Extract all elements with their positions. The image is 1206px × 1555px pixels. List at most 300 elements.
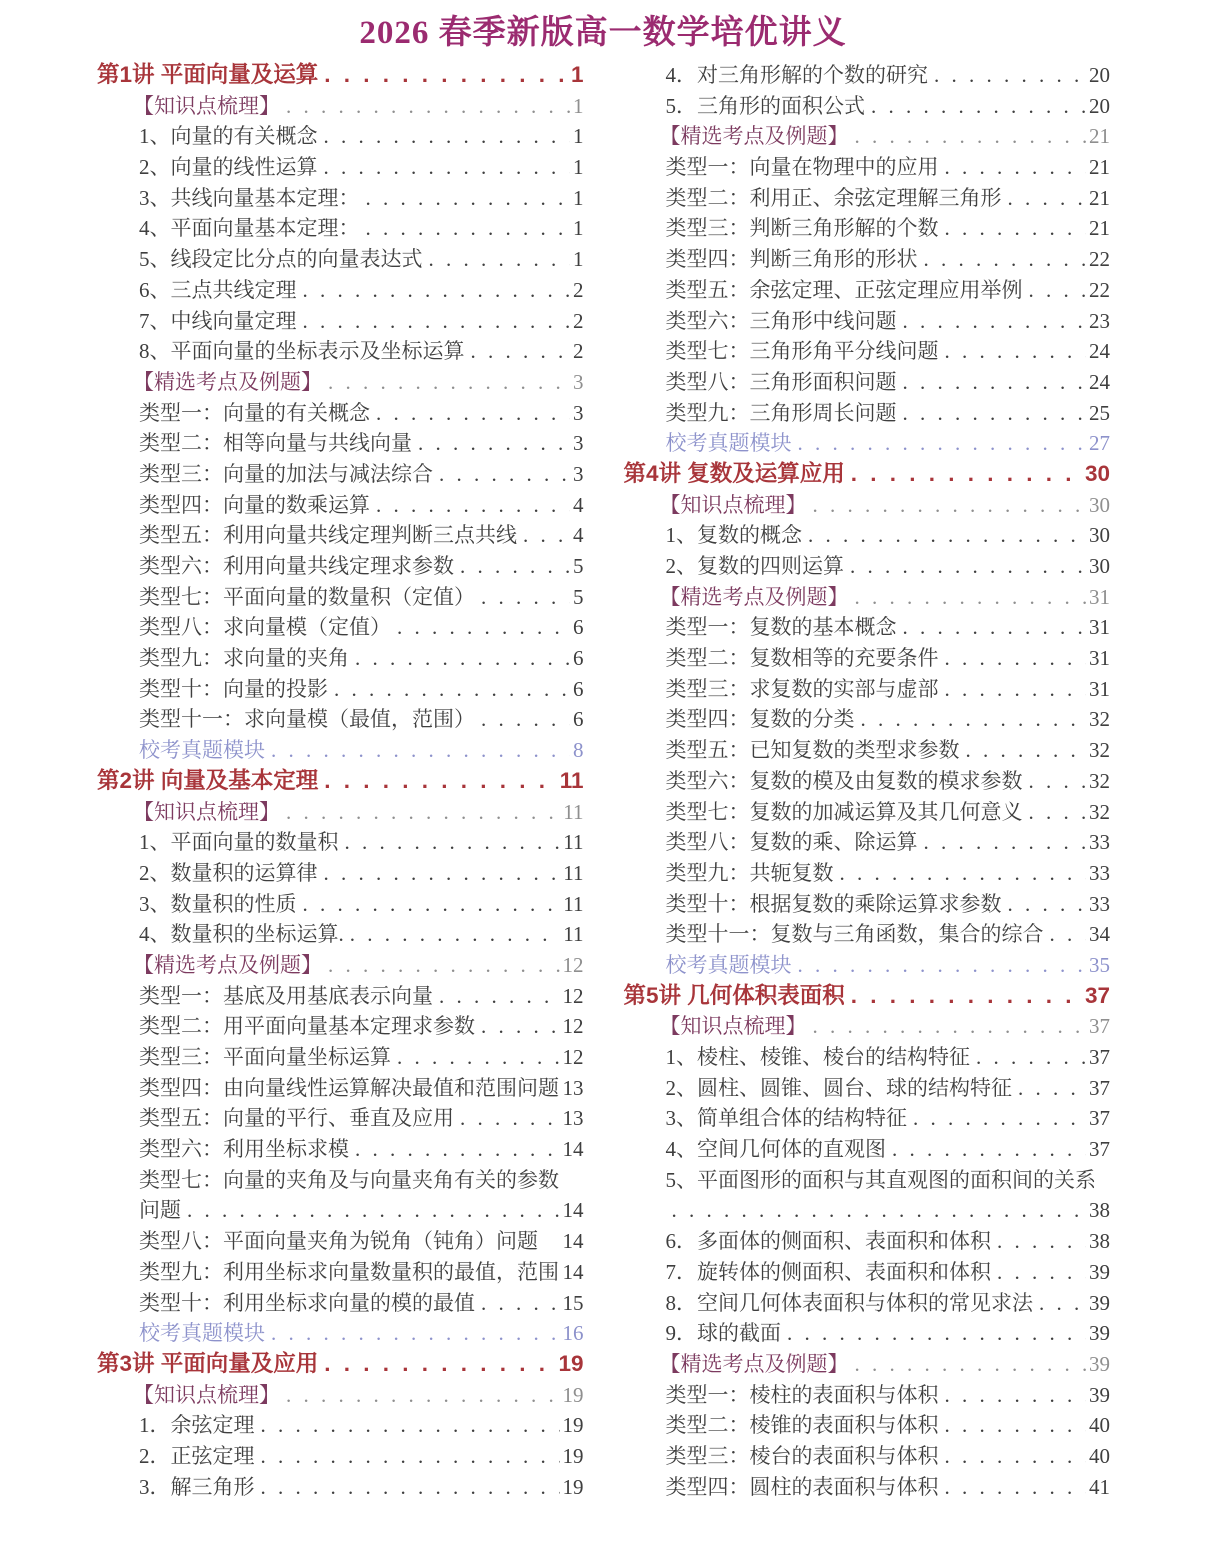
toc-entry (97, 275, 584, 306)
toc-entry (624, 275, 1111, 306)
entry-text: 校考真题模块 (665, 952, 792, 977)
page-number: 31 (1089, 676, 1110, 701)
toc-entry (97, 582, 584, 613)
page-number: 39 (1089, 1351, 1110, 1376)
dot-leader (334, 674, 570, 705)
dot-leader (1050, 919, 1087, 950)
page-number: 31 (1089, 584, 1110, 609)
dot-leader (840, 858, 1087, 889)
page-number: 30 (1089, 554, 1110, 578)
dot-leader (976, 1042, 1086, 1073)
page-number: 2 (573, 308, 584, 333)
page-number: 6 (573, 615, 584, 640)
toc-entry (624, 1288, 1111, 1319)
dot-leader (355, 643, 570, 674)
dot-leader (855, 121, 1087, 152)
dot-leader (1018, 1073, 1086, 1104)
page-number: 12 (562, 1045, 584, 1069)
entry-text: 1、棱柱、棱锥、棱台的结构特征 (665, 1045, 970, 1069)
entry-text: 【知识点梳理】 (659, 1014, 807, 1039)
page-number: 1 (573, 185, 584, 210)
entry-text: 【精选考点及例题】 (133, 369, 322, 394)
page-number: 11 (563, 891, 584, 916)
dot-leader (271, 1318, 560, 1349)
toc-entry (97, 1257, 584, 1288)
dot-leader (871, 91, 1086, 122)
dot-leader (523, 520, 570, 551)
page-number: 1 (573, 247, 584, 272)
dot-leader (471, 336, 571, 367)
toc-entry (624, 60, 1111, 91)
toc-entry (624, 797, 1111, 828)
dot-leader (324, 60, 568, 91)
page-number: 6 (573, 676, 584, 701)
entry-text: 2．正弦定理 (139, 1443, 255, 1468)
entry-text: 类型六：三角形中线问题 (665, 308, 897, 333)
dot-leader (481, 1288, 560, 1319)
dot-leader (187, 1195, 560, 1226)
entry-text: 类型二：用平面向量基本定理求参数 (139, 1014, 475, 1039)
page-number: 39 (1089, 1321, 1110, 1346)
page-number: 12 (562, 1014, 584, 1039)
toc-entry (624, 766, 1111, 797)
page-number: 39 (1089, 1290, 1110, 1315)
entry-text: 类型一：复数的基本概念 (665, 615, 897, 640)
page-number: 11 (559, 767, 584, 793)
dot-leader (934, 60, 1086, 91)
entry-text: 类型五：余弦定理、正弦定理应用举例 (665, 277, 1023, 302)
dot-leader (945, 674, 1087, 705)
toc-chapter-entry (97, 766, 584, 797)
toc-entry (97, 612, 584, 643)
entry-text: 类型五：已知复数的类型求参数 (665, 738, 960, 763)
entry-text: 类型四：由向量线性运算解决最值和范围问题 (139, 1075, 559, 1100)
toc-entry (97, 244, 584, 275)
page-number: 33 (1089, 891, 1110, 916)
entry-text: 类型十一：复数与三角函数，集合的综合 (665, 922, 1044, 947)
dot-leader (903, 367, 1087, 398)
entry-text: 类型四：判断三角形的形状 (665, 247, 918, 272)
entry-text: 4、数量积的坐标运算. (139, 922, 344, 947)
entry-text: 【知识点梳理】 (659, 492, 807, 517)
toc-chapter-entry (97, 60, 584, 91)
page-number: 19 (562, 1413, 584, 1438)
entry-text: 2、复数的四则运算 (665, 554, 844, 578)
entry-text: 类型八：三角形面积问题 (665, 369, 897, 394)
entry-text: 8、平面向量的坐标表示及坐标运算 (139, 339, 465, 364)
page-number: 3 (573, 369, 584, 394)
entry-text: 【精选考点及例题】 (659, 1351, 849, 1376)
entry-text: 类型二：利用正、余弦定理解三角形 (665, 185, 1002, 210)
dot-leader (787, 1318, 1086, 1349)
toc-entry (624, 1195, 1111, 1226)
dot-leader (418, 428, 570, 459)
dot-leader (892, 1134, 1086, 1165)
dot-leader (328, 950, 560, 981)
page-number: 5 (573, 584, 584, 609)
toc-entry (624, 1042, 1111, 1073)
toc-entry (97, 1410, 584, 1441)
entry-text: 8．空间几何体表面积与体积的常见求法 (665, 1290, 1033, 1315)
toc-entry (97, 704, 584, 735)
dot-leader (798, 950, 1087, 981)
toc-entry (624, 674, 1111, 705)
page-number: 37 (1084, 982, 1110, 1008)
dot-leader (439, 981, 560, 1012)
dot-leader (303, 889, 561, 920)
toc-entry (624, 1257, 1111, 1288)
entry-text: 类型九：利用坐标求向量数量积的最值，范围 (139, 1259, 559, 1284)
toc-entry (624, 582, 1111, 613)
toc-entry (97, 398, 584, 429)
dot-leader (903, 398, 1087, 429)
entry-text: 【知识点梳理】 (133, 93, 280, 118)
page-number: 12 (562, 952, 584, 977)
entry-text: 类型七：三角形角平分线问题 (665, 339, 939, 364)
entry-text: 3、共线向量基本定理： (139, 185, 360, 210)
entry-text: 类型十：向量的投影 (139, 676, 328, 701)
entry-text: 9．球的截面 (665, 1321, 781, 1346)
entry-text: 类型二：相等向量与共线向量 (139, 431, 412, 456)
entry-text: 4、平面向量基本定理： (139, 216, 360, 241)
page-number: 32 (1089, 799, 1110, 824)
toc-entry (624, 213, 1111, 244)
page-number: 14 (562, 1229, 584, 1254)
page-number: 13 (562, 1106, 584, 1131)
dot-leader (271, 735, 570, 766)
toc-entry (624, 398, 1111, 429)
dot-leader (813, 490, 1087, 521)
entry-text: 类型二：棱锥的表面积与体积 (665, 1413, 939, 1438)
page-number: 37 (1089, 1014, 1110, 1039)
entry-text: 类型二：复数相等的充要条件 (665, 646, 939, 671)
entry-text: 类型九：共轭复数 (665, 860, 834, 885)
page-number: 4 (573, 523, 584, 548)
toc-entry (624, 1318, 1111, 1349)
toc-entry (97, 428, 584, 459)
page-number: 37 (1089, 1045, 1110, 1069)
toc-entry (624, 919, 1111, 950)
dot-leader (286, 797, 560, 828)
dot-leader (324, 121, 571, 152)
toc-entry (624, 1472, 1111, 1503)
dot-leader (997, 1226, 1086, 1257)
dot-leader (924, 244, 1087, 275)
page-number: 1 (573, 216, 584, 241)
toc-entry (624, 1011, 1111, 1042)
entry-text: 【知识点梳理】 (133, 799, 280, 824)
toc-entry (97, 1472, 584, 1503)
page-number: 22 (1089, 247, 1110, 272)
dot-leader (945, 1472, 1087, 1503)
dot-leader (945, 1441, 1087, 1472)
dot-leader (324, 766, 556, 797)
page-number: 1 (570, 62, 584, 87)
toc-entry (624, 306, 1111, 337)
page-number: 1 (573, 93, 584, 118)
page-number: 38 (1089, 1198, 1110, 1223)
toc-entry (624, 1410, 1111, 1441)
dot-leader (1008, 183, 1087, 214)
dot-leader (966, 735, 1087, 766)
entry-text: 类型三：平面向量坐标运算 (139, 1045, 391, 1069)
toc-column-left (97, 60, 584, 1502)
toc-entry (97, 1288, 584, 1319)
page-number: 21 (1089, 216, 1110, 241)
page-number: 20 (1089, 63, 1110, 87)
page-number: 25 (1089, 400, 1110, 425)
page-number: 27 (1089, 431, 1110, 456)
entry-text: 问题 (139, 1198, 181, 1223)
toc-entry (97, 213, 584, 244)
page-number: 3 (573, 461, 584, 486)
toc-entry (97, 674, 584, 705)
dot-leader (429, 244, 571, 275)
toc-entry (97, 858, 584, 889)
entry-text: 1、复数的概念 (665, 523, 802, 548)
toc-entry (624, 889, 1111, 920)
toc-entry (624, 735, 1111, 766)
dot-leader (1029, 766, 1087, 797)
toc-entry (97, 1165, 584, 1196)
page-number: 22 (1089, 277, 1110, 302)
entry-text: 3、简单组合体的结构特征 (665, 1106, 907, 1131)
entry-text: 类型五：利用向量共线定理判断三点共线 (139, 523, 517, 548)
toc-chapter-entry (624, 981, 1111, 1012)
toc-entry (624, 643, 1111, 674)
page-title: 2026 春季新版高一数学培优讲义 (359, 15, 847, 51)
toc-entry (624, 490, 1111, 521)
entry-text: 类型四：圆柱的表面积与体积 (665, 1474, 939, 1499)
entry-text: 类型六：利用坐标求模 (139, 1137, 349, 1162)
entry-text: 类型三：棱台的表面积与体积 (665, 1443, 939, 1468)
entry-text: 第2讲 向量及基本定理 (97, 767, 319, 793)
page-number: 30 (1084, 460, 1110, 486)
entry-text: 校考真题模块 (665, 431, 792, 456)
dot-leader (366, 183, 571, 214)
dot-leader (286, 1380, 560, 1411)
entry-text: 类型四：向量的数乘运算 (139, 492, 370, 517)
page-number: 1 (573, 155, 584, 180)
dot-leader (261, 1472, 560, 1503)
toc-entry (97, 797, 584, 828)
dot-leader (924, 827, 1087, 858)
entry-text: 校考真题模块 (139, 1321, 265, 1346)
entry-text: 类型七：向量的夹角及与向量夹角有关的参数 (139, 1167, 559, 1192)
entry-text: 类型九：三角形周长问题 (665, 400, 897, 425)
page-number: 6 (573, 646, 584, 671)
entry-text: 类型一：基底及用基底表示向量 (139, 983, 433, 1008)
page-number: 37 (1089, 1106, 1110, 1131)
entry-text: 类型八：复数的乘、除运算 (665, 830, 918, 855)
toc-entry (97, 490, 584, 521)
entry-text: 【精选考点及例题】 (133, 952, 322, 977)
entry-text: 类型十一：求向量模（最值，范围） (139, 707, 475, 732)
entry-text: 3．解三角形 (139, 1474, 255, 1499)
page-number: 5 (573, 554, 584, 578)
entry-text: 第4讲 复数及运算应用 (623, 460, 845, 486)
dot-leader (460, 1103, 560, 1134)
toc-entry (97, 459, 584, 490)
page-number: 2 (573, 339, 584, 364)
toc-entry (97, 551, 584, 582)
page-number: 12 (562, 983, 584, 1008)
entry-text: 第5讲 几何体积表面积 (623, 982, 845, 1008)
page-number: 24 (1089, 369, 1110, 394)
dot-leader (397, 612, 570, 643)
toc-entry (624, 1349, 1111, 1380)
toc-entry (624, 152, 1111, 183)
page-number: 11 (563, 860, 584, 885)
page-number: 20 (1089, 93, 1110, 118)
toc-entry (624, 91, 1111, 122)
dot-leader (286, 91, 570, 122)
dot-leader (460, 551, 570, 582)
dot-leader (481, 582, 570, 613)
page-number: 38 (1089, 1229, 1110, 1254)
dot-leader (861, 704, 1087, 735)
toc-entry (97, 1380, 584, 1411)
page-number: 4 (573, 492, 584, 517)
dot-leader (851, 981, 1082, 1012)
dot-leader (355, 1134, 560, 1165)
toc-column-right (624, 60, 1111, 1502)
dot-leader (945, 643, 1087, 674)
toc-chapter-entry (624, 459, 1111, 490)
page-number: 14 (562, 1198, 584, 1223)
page-number: 15 (562, 1290, 584, 1315)
dot-leader (913, 1103, 1086, 1134)
toc-entry (97, 306, 584, 337)
toc-entry (97, 919, 584, 950)
entry-text: 类型八：平面向量夹角为锐角（钝角）问题 (139, 1229, 538, 1254)
entry-text: 校考真题模块 (139, 738, 265, 763)
toc-entry (624, 121, 1111, 152)
page-number: 21 (1089, 155, 1110, 180)
dot-leader (345, 827, 561, 858)
entry-text: 类型六：利用向量共线定理求参数 (139, 554, 454, 578)
page-number: 39 (1089, 1259, 1110, 1284)
toc-entry (624, 1226, 1111, 1257)
toc-entry (624, 336, 1111, 367)
toc-entry (624, 1380, 1111, 1411)
page-number: 19 (562, 1382, 584, 1407)
page-number: 34 (1089, 922, 1110, 947)
toc-entry (624, 244, 1111, 275)
page-number: 14 (562, 1259, 584, 1284)
entry-text: 类型三：判断三角形解的个数 (665, 216, 939, 241)
toc-entry (624, 950, 1111, 981)
dot-leader (261, 1441, 560, 1472)
page-number: 21 (1089, 185, 1110, 210)
dot-leader (672, 1195, 1087, 1226)
page-number: 3 (573, 400, 584, 425)
page-number: 31 (1089, 615, 1110, 640)
toc-entry (97, 152, 584, 183)
entry-text: 5、线段定比分点的向量表达式 (139, 247, 423, 272)
dot-leader (945, 213, 1087, 244)
toc-entry (97, 889, 584, 920)
dot-leader (376, 490, 570, 521)
dot-leader (813, 1011, 1087, 1042)
page-number: 33 (1089, 830, 1110, 855)
page-number: 24 (1089, 339, 1110, 364)
page-number: 32 (1089, 768, 1110, 793)
entry-text: 6．多面体的侧面积、表面积和体积 (665, 1229, 991, 1254)
toc-entry (97, 1103, 584, 1134)
toc-entry (624, 858, 1111, 889)
dot-leader (1008, 889, 1087, 920)
page-number: 32 (1089, 738, 1110, 763)
dot-leader (945, 1380, 1087, 1411)
dot-leader (798, 428, 1087, 459)
entry-text: 类型九：求向量的夹角 (139, 646, 349, 671)
page-number: 35 (1089, 952, 1110, 977)
entry-text: 2、圆柱、圆锥、圆台、球的结构特征 (665, 1075, 1012, 1100)
dot-leader (1029, 797, 1087, 828)
dot-leader (903, 306, 1087, 337)
dot-leader (481, 1011, 560, 1042)
dot-leader (303, 275, 571, 306)
toc-entry (97, 520, 584, 551)
dot-leader (851, 459, 1082, 490)
entry-text: 2、数量积的运算律 (139, 860, 318, 885)
entry-text: 3、数量积的性质 (139, 891, 297, 916)
toc-entry (624, 1441, 1111, 1472)
entry-text: 【知识点梳理】 (133, 1382, 280, 1407)
page-number: 21 (1089, 124, 1110, 149)
toc-entry (97, 1226, 584, 1257)
toc-entry (624, 551, 1111, 582)
entry-text: 1、平面向量的数量积 (139, 830, 339, 855)
dot-leader (261, 1410, 560, 1441)
page-number: 11 (563, 922, 584, 947)
entry-text: 类型十：利用坐标求向量的模的最值 (139, 1290, 475, 1315)
page-number: 23 (1089, 308, 1110, 333)
entry-text: 6、三点共线定理 (139, 277, 297, 302)
entry-text: 2、向量的线性运算 (139, 155, 318, 180)
toc-entry (97, 121, 584, 152)
dot-leader (850, 551, 1086, 582)
dot-leader (397, 1042, 560, 1073)
page-number: 31 (1089, 646, 1110, 671)
dot-leader (945, 1410, 1087, 1441)
dot-leader (903, 612, 1087, 643)
entry-text: 1．余弦定理 (139, 1413, 255, 1438)
dot-leader (303, 306, 571, 337)
entry-text: 5．三角形的面积公式 (665, 93, 865, 118)
entry-text: 第3讲 平面向量及应用 (97, 1350, 319, 1376)
toc-entry (624, 367, 1111, 398)
toc-entry (624, 1103, 1111, 1134)
toc-entry (624, 1165, 1111, 1196)
page-number: 19 (558, 1350, 584, 1376)
page-number: 39 (1089, 1382, 1110, 1407)
dot-leader (1039, 1288, 1086, 1319)
page-number: 11 (563, 799, 584, 824)
page-number: 37 (1089, 1075, 1110, 1100)
page-number: 40 (1089, 1413, 1110, 1438)
toc-entry (624, 520, 1111, 551)
entry-text: 类型三：求复数的实部与虚部 (665, 676, 939, 701)
toc-entry (97, 1011, 584, 1042)
entry-text: 类型五：向量的平行、垂直及应用 (139, 1106, 454, 1131)
entry-text: 类型六：复数的模及由复数的模求参数 (665, 768, 1023, 793)
entry-text: 4、空间几何体的直观图 (665, 1137, 886, 1162)
toc-entry (97, 827, 584, 858)
dot-leader (481, 704, 570, 735)
dot-leader (855, 1349, 1087, 1380)
